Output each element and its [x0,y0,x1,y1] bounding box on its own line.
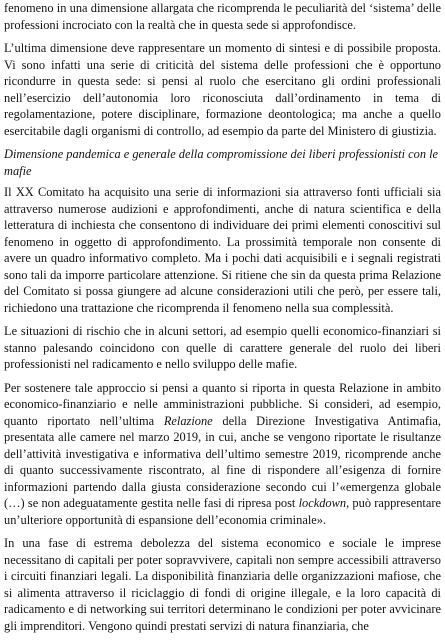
italic-run: lockdown [298,496,347,510]
paragraph [4,380,441,529]
paragraph: L’ultima dimensione deve rappresentare un momento di sintesi e di possibile proposta. Vi sono infatti una serie di criticità del sistema delle professioni che è opportuno ricondurre in questa sede: si pensi al ruolo che esercitano gli ordini professionali nell’esercizio dell’autonomia loro riconosciuta dall’ordinamento in tema di regolamentazione, potere disciplinare, formazione deontologica; ma anche a quello esercitabile dagli organismi di controllo, ad esempio da parte del Ministero di giustizia. [4,41,441,138]
paragraph: In una fase di estrema debolezza del sistema economico e sociale le imprese necessitano di capitali per poter sopravvivere, capitali non sempre accessibili attraverso i circuiti finanziari legali. La disponibilità finanziaria delle organizzazioni mafiose, che si alimenta attraverso il riciclaggio di fondi di origine illegale, e la loro capacità di radicamento e di networking sui territori determinano le condizioni per poter avvicinare gli imprenditori. Vengono quindi prestati servizi di natura finanziaria, che [4,536,441,633]
text-run: Per sostenere tale approccio si pensi a quanto si riporta in questa Relazione in ambito economico-finanziario e nelle amministrazioni pubbliche. Si consideri, ad esempio, quanto riportato nell’ultima [4,380,441,428]
section-heading: Dimensione pandemica e generale della compromissione dei liberi professionisti con le mafie [4,147,439,178]
text-run: , può rappresentare un’ulteriore opportunità di espansione dell’economia criminale». [4,496,441,527]
paragraph: Il XX Comitato ha acquisito una serie di informazioni sia attraverso fonti ufficiali sia attraverso numerose audizioni e approfondimenti, anche di natura scientifica e della letteratura di inchiesta che consentono di individuare dei primi elementi conoscitivi sul fenomeno in oggetto di approfondimento. La prossimità temporale non consente di avere un quadro informativo completo. Ma i pochi dati acquisibili e i segnali registrati sono tali da imporre particolare attenzione. Si ritiene che sin da questa prima Relazione del Comitato si possa giungere ad alcune considerazioni utili che però, per essere tali, richiedono una trattazione che ricomprenda il fenomeno nella sua complessità. [4,185,441,315]
paragraph: fenomeno in una dimensione allargata che ricomprenda le peculiarità del ‘sistema’ delle professioni incrociato con la realtà che in questa sede si approfondisce. [4,1,441,32]
text-run: della Direzione Investigativa Antimafia, presentata alle camere nel marzo 2019, in cui, anche se vengono riportate le risultanze dell’attività investigativa e informativa dell’ultimo semestre 2019, ricomprende anche di quanto successivamente riscontrato, al fine di rispondere all’esigenza di fornire informazioni partendo dalla giusta considerazione secondo cui l’«emergenza globale (…) se non adeguatamente gestita nelle fasi di ripresa post [4,413,441,510]
italic-run: Relazione [163,413,213,428]
paragraph: Le situazioni di rischio che in alcuni settori, ad esempio quelli economico-finanziari si stanno palesando coincidono con quelle di carattere generale del ruolo dei liberi professionisti nel radicamento e nello sviluppo delle mafie. [4,324,441,371]
